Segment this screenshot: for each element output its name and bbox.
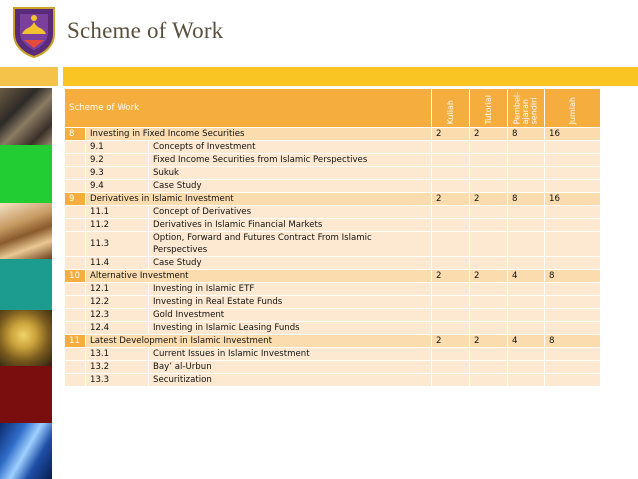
self-learning-hours: 4 [508, 335, 545, 348]
row-number-cell [65, 296, 86, 309]
scheme-of-work-table [64, 88, 601, 387]
subtopic-title: Case Study [149, 180, 432, 193]
side-teal-block [0, 259, 52, 310]
total-hours [545, 167, 601, 180]
table-row-subtopic [65, 232, 601, 257]
table-row-subtopic [65, 309, 601, 322]
total-hours [545, 219, 601, 232]
subtopic-title: Option, Forward and Futures Contract From Islamic Perspectives [149, 232, 432, 257]
subtopic-title: Fixed Income Securities from Islamic Perspectives [149, 154, 432, 167]
total-hours [545, 348, 601, 361]
header-stripe-right [63, 67, 638, 86]
kuliah-hours [432, 296, 470, 309]
tutorial-hours [470, 309, 508, 322]
subtopic-code: 13.1 [86, 348, 149, 361]
self-learning-hours [508, 154, 545, 167]
kuliah-hours [432, 283, 470, 296]
table-row-subtopic [65, 219, 601, 232]
subtopic-code: 12.4 [86, 322, 149, 335]
table-row-subtopic [65, 141, 601, 154]
total-hours [545, 206, 601, 219]
side-photo-coins [0, 310, 52, 366]
tutorial-hours: 2 [470, 335, 508, 348]
table-row-topic [65, 270, 601, 283]
tutorial-hours [470, 232, 508, 257]
topic-title: Latest Development in Islamic Investment [86, 335, 432, 348]
subtopic-code: 11.4 [86, 257, 149, 270]
tutorial-hours [470, 206, 508, 219]
total-hours [545, 154, 601, 167]
kuliah-hours [432, 206, 470, 219]
slide-title: Scheme of Work [67, 18, 224, 43]
topic-title: Alternative Investment [86, 270, 432, 283]
subtopic-code: 12.3 [86, 309, 149, 322]
total-hours: 16 [545, 128, 601, 141]
side-maroon-block [0, 366, 52, 423]
subtopic-title: Investing in Islamic Leasing Funds [149, 322, 432, 335]
table-row-subtopic [65, 374, 601, 387]
total-hours: 8 [545, 270, 601, 283]
table-row-subtopic [65, 257, 601, 270]
subtopic-code: 11.1 [86, 206, 149, 219]
table-header-row [65, 89, 601, 128]
table-row-subtopic [65, 154, 601, 167]
self-learning-hours [508, 296, 545, 309]
col-header-kuliah: Kuliah [432, 89, 470, 128]
tutorial-hours [470, 361, 508, 374]
col-header-tutorial: Tutorial [470, 89, 508, 128]
subtopic-title: Derivatives in Islamic Financial Markets [149, 219, 432, 232]
side-photo-chart [0, 423, 52, 479]
header-stripe-left [0, 67, 58, 86]
table-row-subtopic [65, 322, 601, 335]
row-number-cell [65, 257, 86, 270]
table-row-topic [65, 193, 601, 206]
table-row-subtopic [65, 167, 601, 180]
topic-number: 10 [65, 270, 86, 283]
kuliah-hours: 2 [432, 128, 470, 141]
tutorial-hours [470, 219, 508, 232]
total-hours [545, 296, 601, 309]
tutorial-hours: 2 [470, 128, 508, 141]
subtopic-title: Current Issues in Islamic Investment [149, 348, 432, 361]
total-hours [545, 257, 601, 270]
table-row-topic [65, 335, 601, 348]
total-hours [545, 141, 601, 154]
subtopic-title: Gold Investment [149, 309, 432, 322]
kuliah-hours [432, 309, 470, 322]
table-row-subtopic [65, 348, 601, 361]
self-learning-hours [508, 361, 545, 374]
kuliah-hours: 2 [432, 193, 470, 206]
self-learning-hours [508, 219, 545, 232]
kuliah-hours [432, 154, 470, 167]
row-number-cell [65, 283, 86, 296]
subtopic-title: Bay’ al-Urbun [149, 361, 432, 374]
subtopic-code: 9.4 [86, 180, 149, 193]
row-number-cell [65, 206, 86, 219]
university-crest-logo [10, 6, 58, 58]
kuliah-hours: 2 [432, 270, 470, 283]
total-hours [545, 232, 601, 257]
kuliah-hours [432, 374, 470, 387]
total-hours [545, 322, 601, 335]
row-number-cell [65, 219, 86, 232]
subtopic-code: 12.2 [86, 296, 149, 309]
subtopic-code: 13.2 [86, 361, 149, 374]
tutorial-hours [470, 154, 508, 167]
side-photo-tiles [0, 88, 52, 145]
row-number-cell [65, 141, 86, 154]
row-number-cell [65, 361, 86, 374]
tutorial-hours: 2 [470, 193, 508, 206]
subtopic-title: Case Study [149, 257, 432, 270]
row-number-cell [65, 154, 86, 167]
topic-title: Investing in Fixed Income Securities [86, 128, 432, 141]
row-number-cell [65, 232, 86, 257]
col-header-pembelajaran-sendiri: Pembel- ajaran sendiri [508, 89, 545, 128]
tutorial-hours: 2 [470, 270, 508, 283]
subtopic-title: Investing in Real Estate Funds [149, 296, 432, 309]
side-green-block [0, 145, 52, 203]
kuliah-hours [432, 322, 470, 335]
row-number-cell [65, 167, 86, 180]
subtopic-title: Securitization [149, 374, 432, 387]
table-row-subtopic [65, 283, 601, 296]
table-row-topic [65, 128, 601, 141]
tutorial-hours [470, 283, 508, 296]
self-learning-hours [508, 348, 545, 361]
table-row-subtopic [65, 206, 601, 219]
kuliah-hours: 2 [432, 335, 470, 348]
tutorial-hours [470, 322, 508, 335]
tutorial-hours [470, 296, 508, 309]
self-learning-hours [508, 374, 545, 387]
subtopic-title: Concept of Derivatives [149, 206, 432, 219]
subtopic-code: 13.3 [86, 374, 149, 387]
side-photo-book [0, 203, 52, 259]
subtopic-code: 11.2 [86, 219, 149, 232]
subtopic-code: 11.3 [86, 232, 149, 257]
self-learning-hours [508, 232, 545, 257]
total-hours: 8 [545, 335, 601, 348]
tutorial-hours [470, 257, 508, 270]
self-learning-hours: 8 [508, 128, 545, 141]
subtopic-code: 9.1 [86, 141, 149, 154]
row-number-cell [65, 322, 86, 335]
topic-number: 9 [65, 193, 86, 206]
topic-number: 8 [65, 128, 86, 141]
total-hours: 16 [545, 193, 601, 206]
topic-number: 11 [65, 335, 86, 348]
table-row-subtopic [65, 180, 601, 193]
subtopic-code: 12.1 [86, 283, 149, 296]
self-learning-hours [508, 257, 545, 270]
total-hours [545, 180, 601, 193]
table-row-subtopic [65, 296, 601, 309]
self-learning-hours: 8 [508, 193, 545, 206]
row-number-cell [65, 348, 86, 361]
self-learning-hours [508, 141, 545, 154]
topic-title: Derivatives in Islamic Investment [86, 193, 432, 206]
kuliah-hours [432, 257, 470, 270]
kuliah-hours [432, 219, 470, 232]
table-row-subtopic [65, 361, 601, 374]
table-body [65, 128, 601, 387]
kuliah-hours [432, 141, 470, 154]
col-header-jumlah: Jumlah [545, 89, 601, 128]
kuliah-hours [432, 348, 470, 361]
kuliah-hours [432, 167, 470, 180]
total-hours [545, 283, 601, 296]
subtopic-code: 9.2 [86, 154, 149, 167]
total-hours [545, 309, 601, 322]
row-number-cell [65, 180, 86, 193]
tutorial-hours [470, 141, 508, 154]
total-hours [545, 361, 601, 374]
subtopic-title: Concepts of Investment [149, 141, 432, 154]
tutorial-hours [470, 180, 508, 193]
self-learning-hours [508, 206, 545, 219]
total-hours [545, 374, 601, 387]
self-learning-hours [508, 167, 545, 180]
kuliah-hours [432, 180, 470, 193]
self-learning-hours [508, 309, 545, 322]
subtopic-title: Investing in Islamic ETF [149, 283, 432, 296]
tutorial-hours [470, 374, 508, 387]
self-learning-hours: 4 [508, 270, 545, 283]
table-header-label: Scheme of Work [65, 89, 432, 128]
row-number-cell [65, 309, 86, 322]
self-learning-hours [508, 180, 545, 193]
subtopic-code: 9.3 [86, 167, 149, 180]
kuliah-hours [432, 361, 470, 374]
tutorial-hours [470, 167, 508, 180]
tutorial-hours [470, 348, 508, 361]
self-learning-hours [508, 283, 545, 296]
row-number-cell [65, 374, 86, 387]
subtopic-title: Sukuk [149, 167, 432, 180]
kuliah-hours [432, 232, 470, 257]
self-learning-hours [508, 322, 545, 335]
